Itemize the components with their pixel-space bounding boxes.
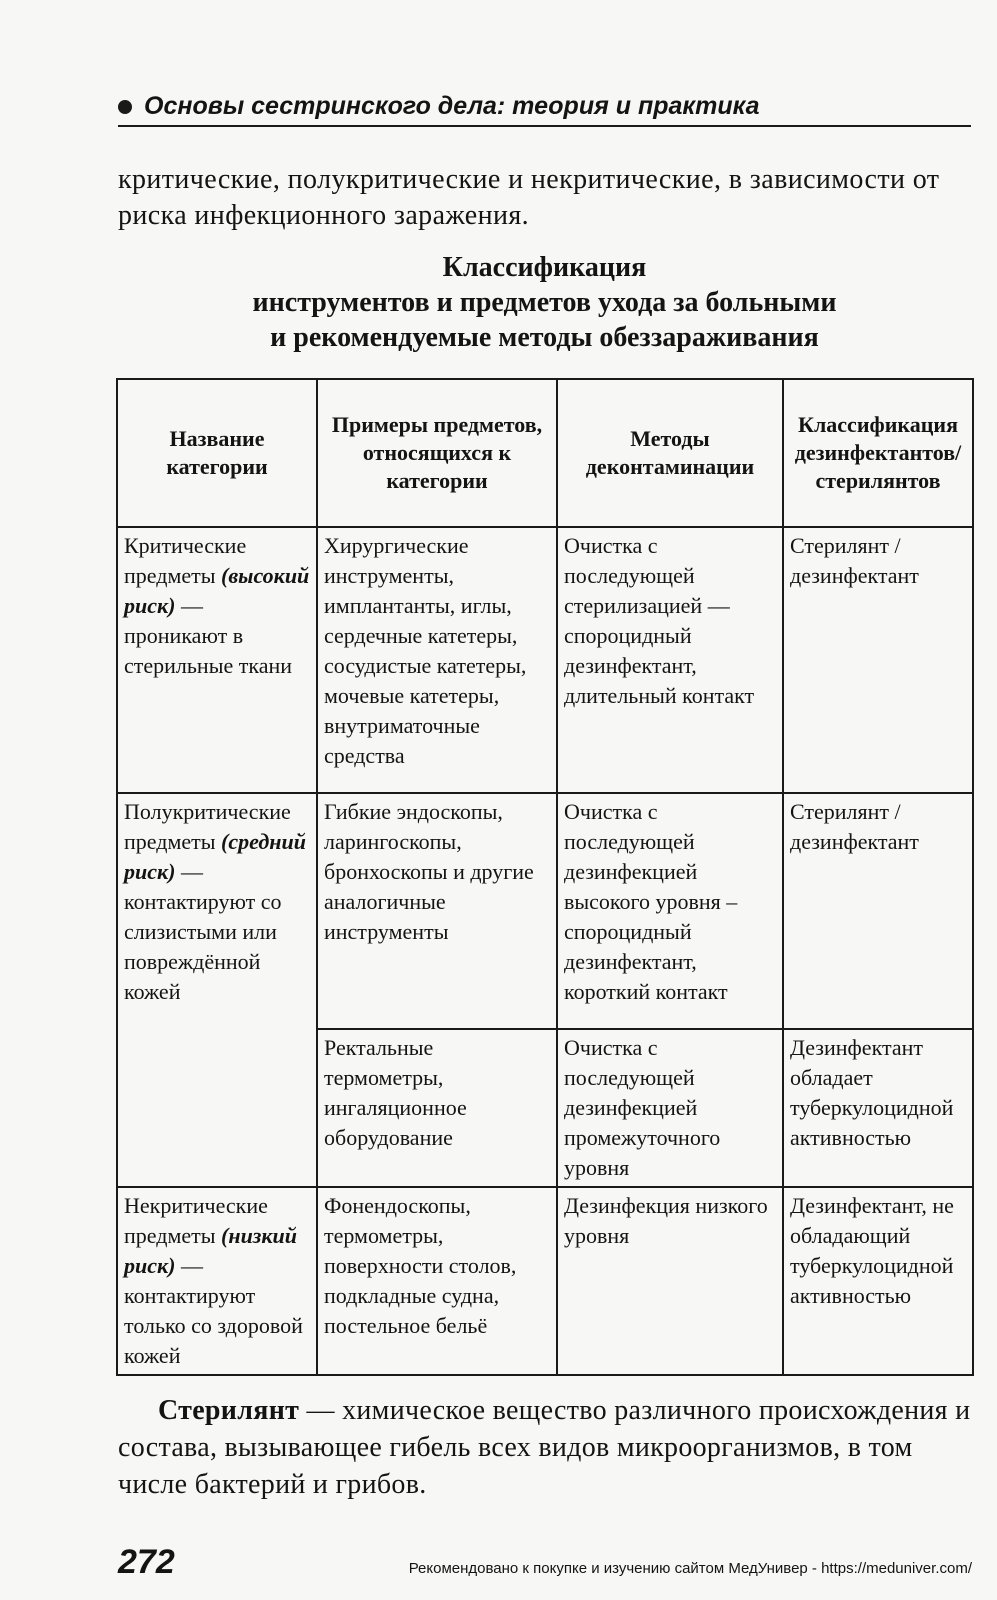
definition-text: — химическое вещество различного происхождения и состава, вызывающее гибель всех видов микроорганизмов, в том числе бактерий и грибов. bbox=[118, 1395, 971, 1500]
table-row bbox=[117, 527, 973, 793]
classification-cell: Дезинфектант, не обладающий туберкулоцидной активностью bbox=[783, 1187, 973, 1375]
risk-level: (высокий риск) bbox=[124, 563, 310, 618]
risk-level: (низкий риск) bbox=[124, 1223, 298, 1278]
page-number: 272 bbox=[118, 1543, 175, 1581]
methods-cell: Очистка с последующей дезинфекцией высокого уровня – спороцидный дезинфектант, короткий контакт bbox=[557, 793, 783, 1029]
header-classification: Классификация дезинфектантов/ стерилянтов bbox=[783, 379, 973, 527]
classification-cell: Стерилянт / дезинфектант bbox=[783, 527, 973, 793]
examples-cell: Гибкие эндоскопы, ларингоскопы, бронхоскопы и другие аналогичные инструменты bbox=[317, 793, 557, 1029]
table-header-row bbox=[117, 379, 973, 527]
table-row bbox=[117, 793, 973, 1029]
methods-cell: Очистка с последующей стерилизацией — спороцидный дезинфектант, длительный контакт bbox=[557, 527, 783, 793]
header-methods: Методы деконтаминации bbox=[557, 379, 783, 527]
category-description: — контактируют со слизистыми или повреждённой кожей bbox=[124, 859, 282, 1004]
category-name: Некритические предметы bbox=[124, 1193, 268, 1248]
intro-paragraph: критические, полукритические и некритические, в зависимости от риска инфекционного заражения. bbox=[118, 164, 940, 231]
category-description: — проникают в стерильные ткани bbox=[124, 593, 293, 678]
category-name: Полукритические предметы bbox=[124, 799, 291, 854]
bullet-icon bbox=[118, 100, 132, 114]
risk-level: (средний риск) bbox=[124, 829, 306, 884]
classification-cell: Стерилянт / дезинфектант bbox=[783, 793, 973, 1029]
definition-term: Стерилянт bbox=[158, 1395, 300, 1426]
header-examples: Примеры предметов, относящихся к категории bbox=[317, 379, 557, 527]
running-title: Основы сестринского дела: теория и практика bbox=[144, 92, 760, 120]
classification-cell: Дезинфектант обладает туберкулоцидной активностью bbox=[783, 1029, 973, 1187]
header-category: Название категории bbox=[117, 379, 317, 527]
methods-cell: Очистка с последующей дезинфекцией промежуточного уровня bbox=[557, 1029, 783, 1187]
category-cell bbox=[117, 1187, 317, 1375]
category-name: Критические предметы bbox=[124, 533, 247, 588]
category-cell bbox=[117, 527, 317, 793]
table-title-line-3: и рекомендуемые методы обеззараживания bbox=[270, 322, 819, 353]
category-cell bbox=[117, 793, 317, 1187]
examples-cell: Ректальные термометры, ингаляционное оборудование bbox=[317, 1029, 557, 1187]
examples-cell: Хирургические инструменты, имплантанты, иглы, сердечные катетеры, сосудистые катетеры, мочевые катетеры, внутриматочные средства bbox=[317, 527, 557, 793]
footer-note: Рекомендовано к покупке и изучению сайтом МедУнивер - https://meduniver.com/ bbox=[408, 1560, 972, 1577]
examples-cell: Фонендоскопы, термометры, поверхности столов, подкладные судна, постельное бельё bbox=[317, 1187, 557, 1375]
table-row bbox=[117, 1187, 973, 1375]
category-description: — контактируют только со здоровой кожей bbox=[124, 1253, 303, 1368]
table-title-line-2: инструментов и предметов ухода за больными bbox=[252, 287, 837, 318]
definition-paragraph bbox=[118, 1392, 971, 1503]
methods-cell: Дезинфекция низкого уровня bbox=[557, 1187, 783, 1375]
table-title bbox=[118, 250, 971, 355]
table-title-line-1: Классификация bbox=[442, 252, 647, 283]
classification-table bbox=[116, 378, 974, 1376]
running-header bbox=[118, 92, 971, 127]
